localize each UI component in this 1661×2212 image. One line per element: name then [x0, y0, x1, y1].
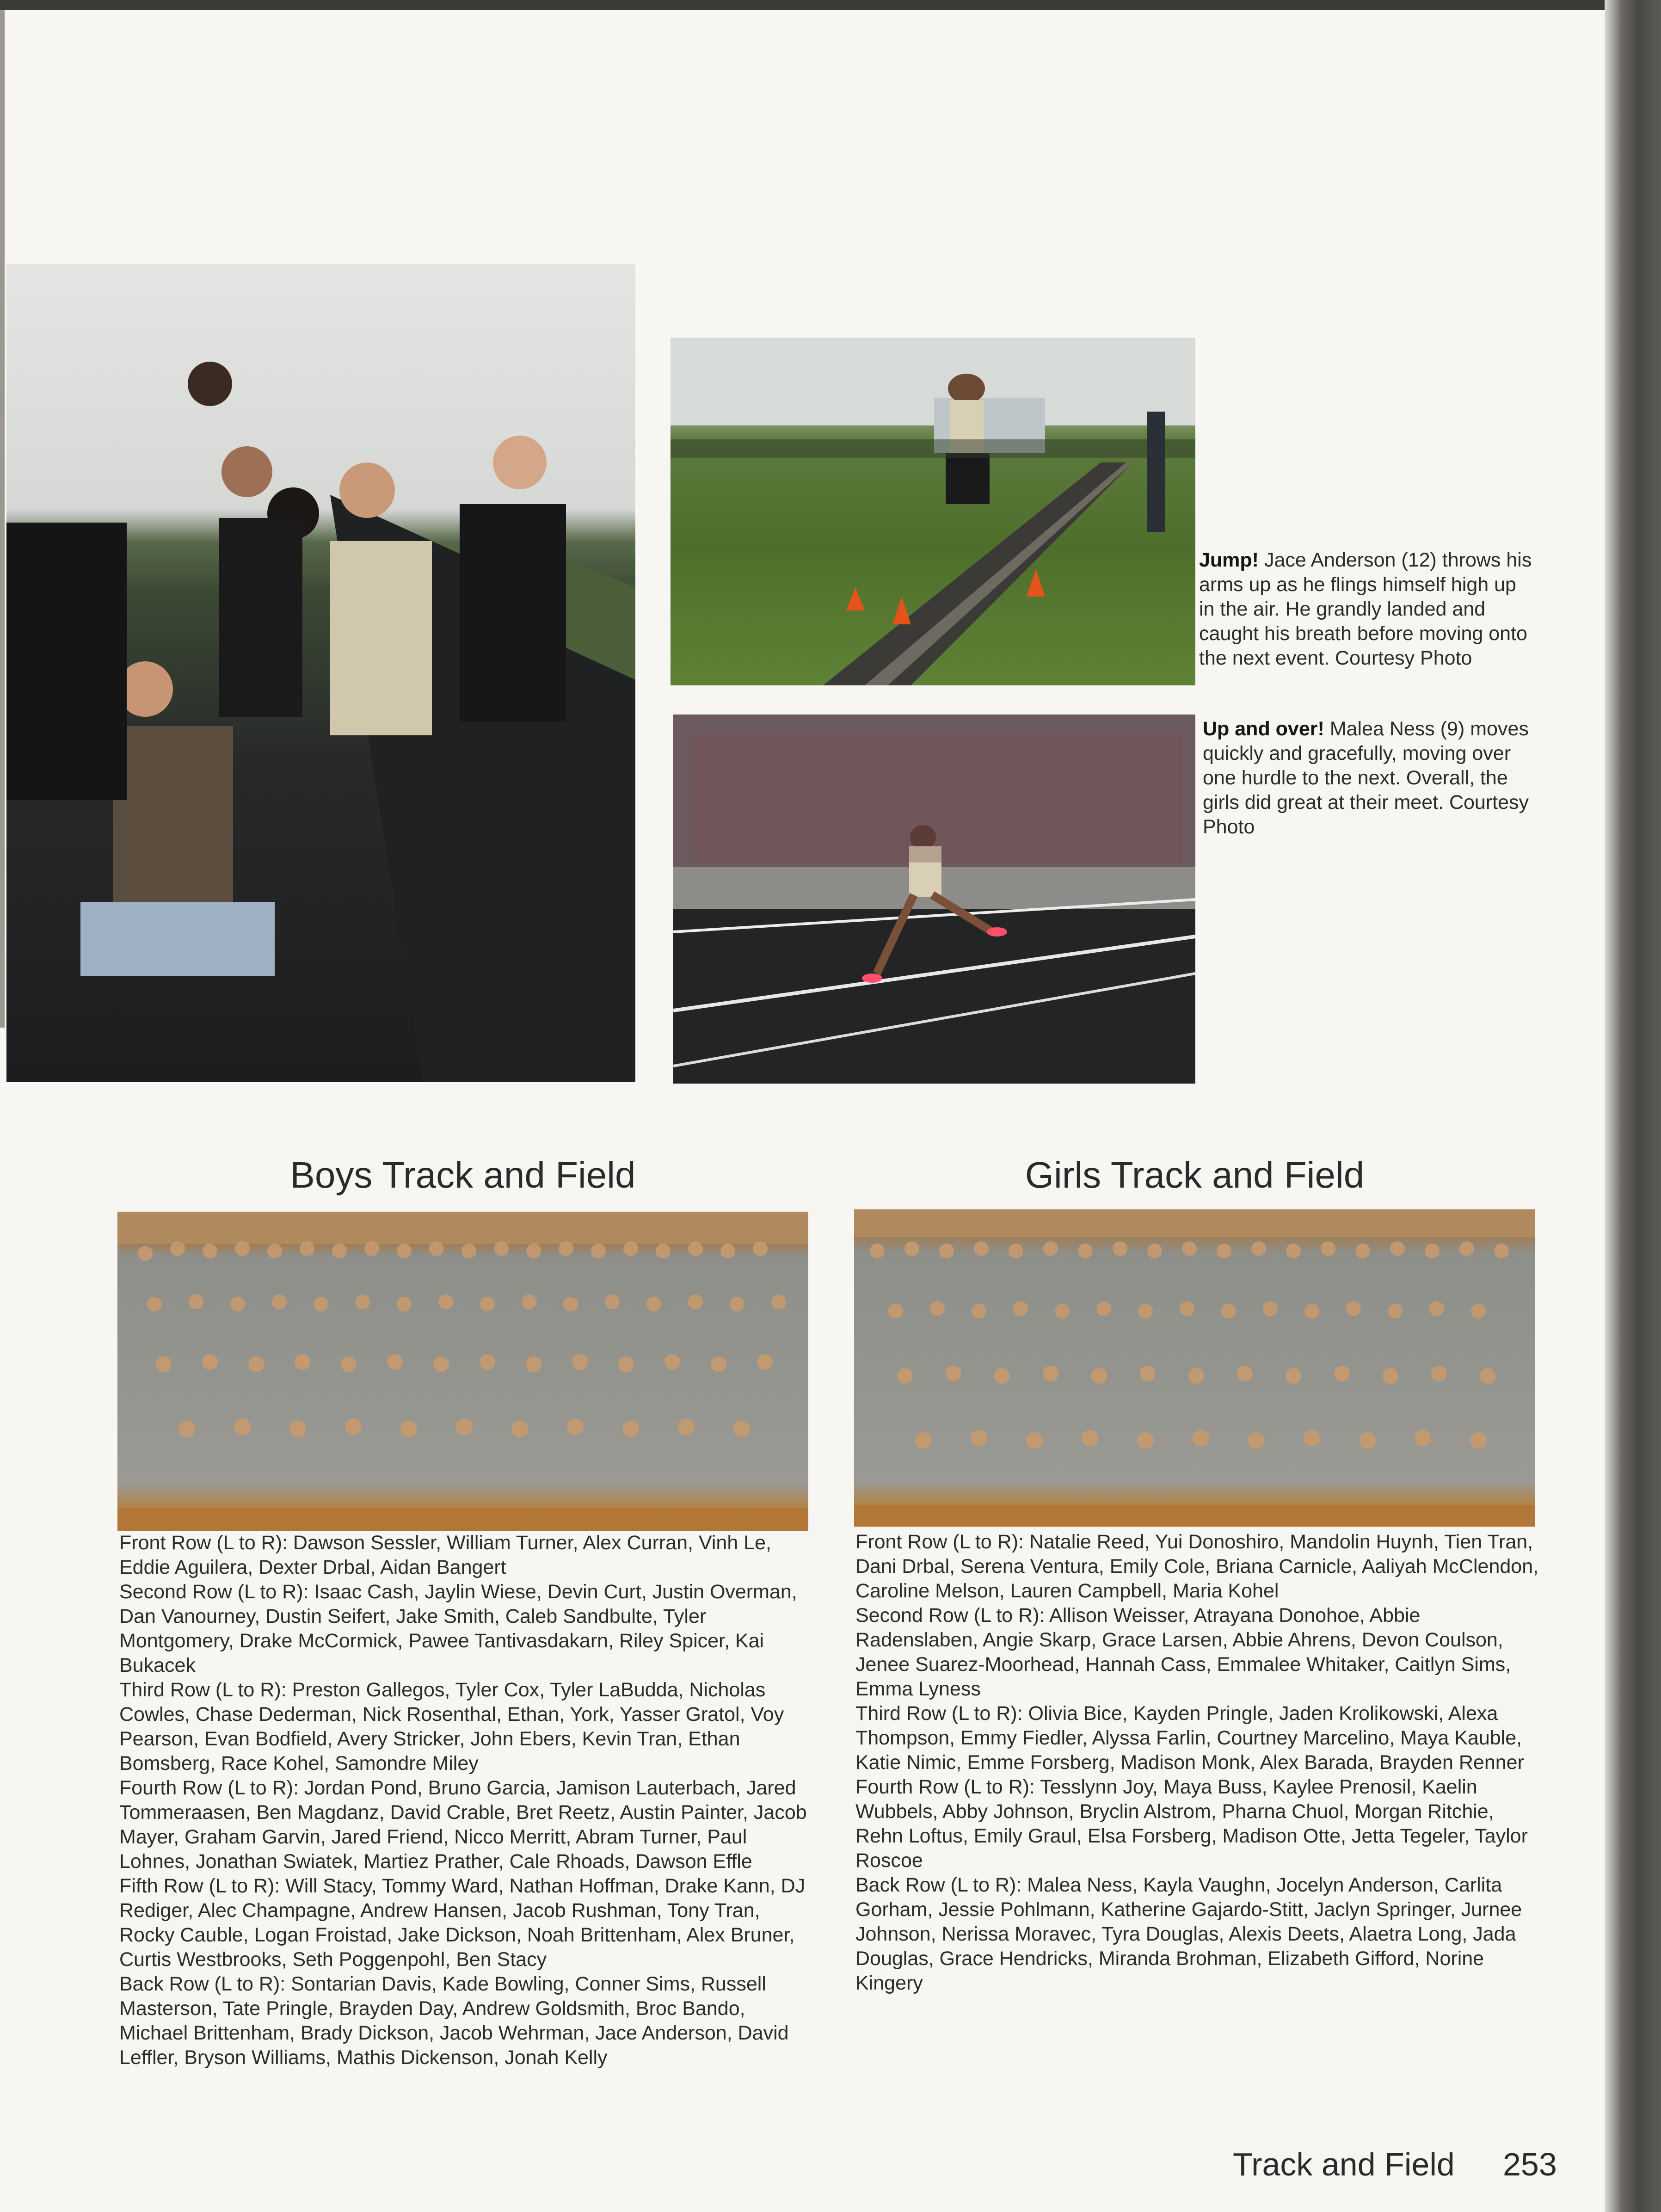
hurdles-photo — [673, 715, 1195, 1084]
boys-roster-row: Fifth Row (L to R): Will Stacy, Tommy Ward, Nathan Hoffman, Drake Kann, DJ Rediger, Alec Champagne, Andrew Hansen, Jacob Rushman, Tony Tran, Rocky Cauble, Logan Froistad, Jake Dickson, Noah Brittenham, Alex Bruner, Curtis Westbrooks, Seth Poggenpohl, Ben Stacy — [119, 1875, 806, 1971]
girls-team-group-photo-image — [854, 1209, 1535, 1527]
girls-section-title: Girls Track and Field — [1025, 1154, 1365, 1195]
page-number: 253 — [1503, 2146, 1557, 2182]
team-celebration-photo — [6, 264, 635, 1082]
hurdles-photo-image — [673, 715, 1195, 1084]
girls-roster-row: Back Row (L to R): Malea Ness, Kayla Vaughn, Jocelyn Anderson, Carlita Gorham, Jessie Pohlmann, Katherine Gajardo-Stitt, Jaclyn Springer, Jurnee Johnson, Nerissa Moravec, Tyra Douglas, Alexis Deets, Alaetra Long, Jada Douglas, Grace Hendricks, Miranda Brohman, Elizabeth Gifford, Norine Kingery — [855, 1874, 1522, 1994]
footer-section-name: Track and Field — [1233, 2146, 1455, 2182]
boys-roster-row: Back Row (L to R): Sontarian Davis, Kade Bowling, Conner Sims, Russell Masterson, Tate Pringle, Brayden Day, Andrew Goldsmith, Broc Bando, Michael Brittenham, Brady Dickson, Jacob Wehrman, Jace Anderson, David Leffler, Bryson Williams, Mathis Dickenson, Jonah Kelly — [119, 1973, 789, 2069]
boys-section-title: Boys Track and Field — [290, 1154, 636, 1195]
boys-roster-row: Front Row (L to R): Dawson Sessler, William Turner, Alex Curran, Vinh Le, Eddie Aguilera, Dexter Drbal, Aidan Bangert — [119, 1532, 771, 1578]
long-jump-photo-image — [671, 338, 1195, 685]
girls-roster-row: Fourth Row (L to R): Tesslynn Joy, Maya Buss, Kaylee Prenosil, Kaelin Wubbels, Abby Johnson, Bryclin Alstrom, Pharna Chuol, Morgan Ritchie, Rehn Loftus, Emily Graul, Elsa Forsberg, Madison Otte, Jetta Tegeler, Taylor Roscoe — [855, 1776, 1528, 1872]
long-jump-caption — [1199, 548, 1532, 671]
boys-roster-row: Third Row (L to R): Preston Gallegos, Tyler Cox, Tyler LaBudda, Nicholas Cowles, Chase Dederman, Nick Rosenthal, Ethan, York, Yasser Gratol, Voy Pearson, Evan Bodfield, Avery Stricker, John Ebers, Kevin Tran, Ethan Bomsberg, Race Kohel, Samondre Miley — [119, 1679, 784, 1775]
long-jump-caption-text: Jace Anderson (12) throws his arms up as he flings himself high up in the air. He grandly landed and caught his breath before moving onto the next event. Courtesy Photo — [1199, 549, 1532, 669]
girls-roster — [855, 1530, 1540, 1996]
hurdles-caption — [1203, 717, 1536, 839]
girls-roster-row: Front Row (L to R): Natalie Reed, Yui Donoshiro, Mandolin Huynh, Tien Tran, Dani Drbal, Serena Ventura, Emily Cole, Briana Carnicle, Aaliyah McClendon, Caroline Melson, Lauren Campbell, Maria Kohel — [855, 1531, 1539, 1602]
book-spine-edge — [1605, 0, 1661, 2212]
scan-top-edge — [0, 0, 1661, 10]
long-jump-photo — [671, 338, 1195, 685]
scan-left-edge — [0, 10, 5, 1028]
boys-roster — [119, 1531, 813, 2070]
team-celebration-photo-image — [6, 264, 635, 1082]
boys-roster-row: Second Row (L to R): Isaac Cash, Jaylin Wiese, Devin Curt, Justin Overman, Dan Vanourney, Dustin Seifert, Jake Smith, Caleb Sandbulte, Tyler Montgomery, Drake McCormick, Pawee Tantivasdakarn, Riley Spicer, Kai Bukacek — [119, 1581, 797, 1676]
hurdles-caption-lead: Up and over! — [1203, 718, 1324, 740]
girls-team-group-photo — [854, 1209, 1535, 1527]
long-jump-caption-lead: Jump! — [1199, 549, 1259, 571]
girls-roster-row: Third Row (L to R): Olivia Bice, Kayden Pringle, Jaden Krolikowski, Alexa Thompson, Emmy Fiedler, Alyssa Farlin, Courtney Marcelino, Maya Kauble, Katie Nimic, Emme Forsberg, Madison Monk, Alex Barada, Brayden Renner — [855, 1702, 1524, 1774]
hurdles-caption-text: Malea Ness (9) moves quickly and gracefully, moving over one hurdle to the next. Overall, the girls did great at their meet. Courtesy Photo — [1203, 718, 1529, 838]
boys-roster-row: Fourth Row (L to R): Jordan Pond, Bruno Garcia, Jamison Lauterbach, Jared Tommeraasen, Ben Magdanz, David Crable, Bret Reetz, Austin Painter, Jacob Mayer, Graham Garvin, Jared Friend, Nicco Merritt, Abram Turner, Paul Lohnes, Jonathan Swiatek, Martiez Prather, Cale Rhoads, Dawson Effle — [119, 1777, 807, 1873]
girls-roster-row: Second Row (L to R): Allison Weisser, Atrayana Donohoe, Abbie Radenslaben, Angie Skarp, Grace Larsen, Abbie Ahrens, Devon Coulson, Jenee Suarez-Moorhead, Hannah Cass, Emmalee Whitaker, Caitlyn Sims, Emma Lyness — [855, 1604, 1511, 1700]
boys-team-group-photo-image — [117, 1212, 808, 1531]
boys-team-group-photo — [117, 1212, 808, 1531]
